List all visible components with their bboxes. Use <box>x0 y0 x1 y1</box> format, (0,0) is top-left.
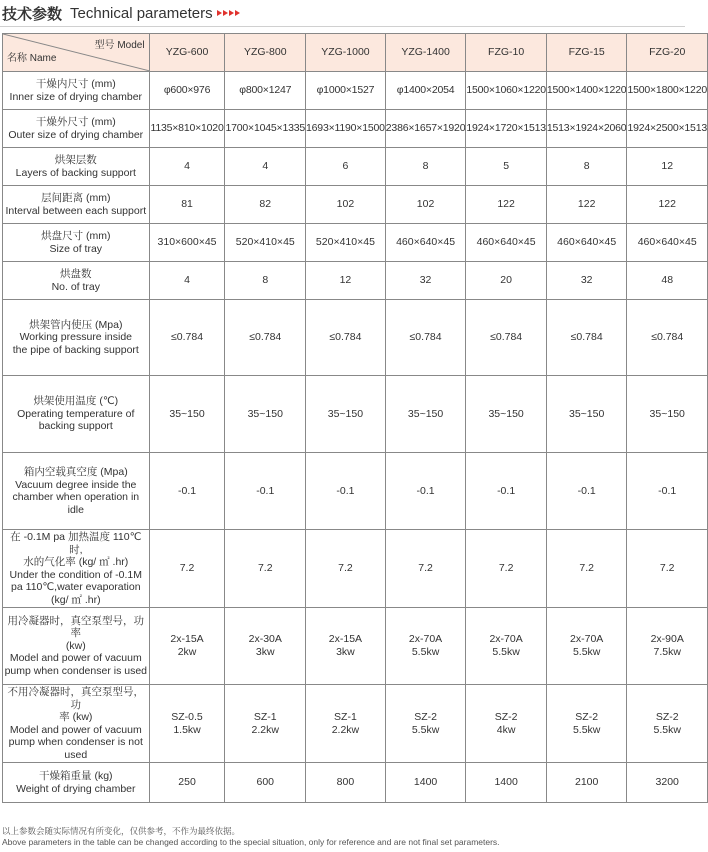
section-header <box>2 1 241 25</box>
value-line: SZ-2 <box>494 710 518 723</box>
value-cell <box>385 608 466 685</box>
value-line: 2x-70A <box>570 633 604 645</box>
value-line: 5.5kw <box>572 646 601 658</box>
table-row <box>3 453 708 530</box>
value-cell: 4 <box>149 262 225 300</box>
row-label-line: 用冷凝器时，真空泵型号，功率 <box>7 614 145 640</box>
value-cell: 460×640×45 <box>466 224 547 262</box>
value-line: 2kw <box>177 646 197 658</box>
row-label-line: Size of tray <box>49 242 103 255</box>
value-line: SZ-1 <box>253 710 277 723</box>
value-cell: 460×640×45 <box>546 224 627 262</box>
row-label-line: 水的气化率 (kg/ ㎡ .hr) <box>23 556 129 568</box>
value-cell: 4 <box>225 148 306 186</box>
value-cell: 1924×1720×1513 <box>466 110 547 148</box>
row-label <box>3 186 150 224</box>
corner-model-label: 型号 Model <box>94 40 145 51</box>
row-label-line: Interval between each support <box>5 204 147 217</box>
value-cell: 7.2 <box>306 530 386 608</box>
value-cell: 12 <box>627 148 708 186</box>
table-row <box>3 110 708 148</box>
value-cell: 7.2 <box>627 530 708 608</box>
value-cell: -0.1 <box>627 453 708 530</box>
value-cell: 122 <box>546 186 627 224</box>
row-label-line: chamber when operation in idle <box>12 491 140 516</box>
value-cell: 12 <box>306 262 386 300</box>
value-cell: 1500×1400×1220 <box>546 72 627 110</box>
value-cell: 600 <box>225 763 306 803</box>
value-cell: 2100 <box>546 763 627 803</box>
value-cell <box>466 608 547 685</box>
value-cell: 1700×1045×1335 <box>225 110 306 148</box>
value-cell: 460×640×45 <box>627 224 708 262</box>
table-row <box>3 148 708 186</box>
value-cell: -0.1 <box>225 453 306 530</box>
model-header: YZG-800 <box>225 34 306 72</box>
value-cell: 32 <box>546 262 627 300</box>
row-label-line: 烘架层数 <box>54 154 97 166</box>
footnote-en: Above parameters in the table can be changed according to the special situation, only for reference and are not final set parameters. <box>2 837 500 847</box>
row-label-line: (kg/ ㎡ .hr) <box>50 593 101 606</box>
value-line: 2x-15A <box>170 633 204 645</box>
value-line: 2x-15A <box>328 633 363 645</box>
row-label-line: Layers of backing support <box>15 166 136 179</box>
value-cell <box>149 685 225 763</box>
row-label-line: the pipe of backing support <box>12 343 139 356</box>
value-cell: 310×600×45 <box>149 224 225 262</box>
value-cell: -0.1 <box>385 453 466 530</box>
row-label <box>3 763 150 803</box>
row-label-line: Weight of drying chamber <box>16 782 136 795</box>
value-cell <box>149 608 225 685</box>
model-header: YZG-600 <box>149 34 225 72</box>
value-cell: 102 <box>306 186 386 224</box>
value-line: SZ-0.5 <box>171 710 203 723</box>
footnotes <box>2 826 500 848</box>
value-cell: 2386×1657×1920 <box>385 110 466 148</box>
value-line: SZ-2 <box>414 710 437 723</box>
value-cell <box>306 608 386 685</box>
value-cell: 102 <box>385 186 466 224</box>
value-cell: 35~150 <box>149 376 225 453</box>
row-label <box>3 262 150 300</box>
value-cell <box>225 685 306 763</box>
value-cell: 7.2 <box>149 530 225 608</box>
table-row <box>3 224 708 262</box>
value-cell <box>546 608 627 685</box>
value-cell: φ800×1247 <box>225 72 306 110</box>
row-label <box>3 530 150 608</box>
row-label-line: 率 (kw) <box>59 711 93 723</box>
value-cell: 1400 <box>385 763 466 803</box>
value-cell: 82 <box>225 186 306 224</box>
corner-name-label: 名称 Name <box>7 53 57 64</box>
row-label-line: 烘盘尺寸 (mm) <box>41 230 111 242</box>
value-cell: 520×410×45 <box>306 224 386 262</box>
footnote-cn: 以上参数会随实际情况有所变化，仅供参考，不作为最终依据。 <box>2 826 241 836</box>
value-cell: -0.1 <box>149 453 225 530</box>
value-cell: φ600×976 <box>149 72 225 110</box>
value-cell: 8 <box>225 262 306 300</box>
value-cell <box>306 685 386 763</box>
row-label-line: backing support <box>38 420 113 433</box>
value-line: 5.5kw <box>653 723 681 736</box>
arrow-decoration-icon <box>217 10 241 16</box>
value-cell: ≤0.784 <box>225 300 306 376</box>
value-cell: 1500×1800×1220 <box>627 72 708 110</box>
table-row <box>3 300 708 376</box>
value-cell: -0.1 <box>306 453 386 530</box>
row-label-line: Under the condition of -0.1M <box>9 568 143 581</box>
model-header: YZG-1000 <box>306 34 386 72</box>
value-line: 3kw <box>336 646 355 658</box>
value-line: 7.5kw <box>653 646 681 658</box>
row-label-line: Vacuum degree inside the <box>15 478 137 491</box>
value-line: 2.2kw <box>331 723 360 736</box>
value-cell <box>385 685 466 763</box>
header-divider <box>0 26 685 27</box>
row-label <box>3 72 150 110</box>
value-cell: 122 <box>627 186 708 224</box>
row-label-line: 干燥内尺寸 (mm) <box>35 78 116 90</box>
value-line: SZ-2 <box>655 710 679 723</box>
row-label-line: Model and power of vacuum <box>9 652 142 665</box>
value-cell: ≤0.784 <box>546 300 627 376</box>
value-cell: 7.2 <box>466 530 547 608</box>
value-cell: 35~150 <box>385 376 466 453</box>
value-cell: 48 <box>627 262 708 300</box>
row-label-line: 干燥箱重量 (kg) <box>39 770 113 782</box>
value-cell: -0.1 <box>466 453 547 530</box>
row-label-line: 层间距离 (mm) <box>41 192 111 204</box>
value-line: 5.5kw <box>411 646 440 658</box>
row-label-line: Operating temperature of <box>17 407 135 420</box>
value-cell: 35~150 <box>546 376 627 453</box>
value-line: SZ-1 <box>334 710 357 723</box>
value-line: 2.2kw <box>251 723 279 736</box>
value-cell: 3200 <box>627 763 708 803</box>
value-cell: 122 <box>466 186 547 224</box>
row-label-line: Working pressure inside <box>19 331 133 344</box>
value-cell <box>546 685 627 763</box>
value-cell: 81 <box>149 186 225 224</box>
corner-header-cell <box>3 34 150 72</box>
row-label-line: Inner size of drying chamber <box>9 90 143 103</box>
table-row <box>3 72 708 110</box>
row-label <box>3 224 150 262</box>
row-label-line: No. of tray <box>51 280 100 293</box>
model-header: FZG-20 <box>627 34 708 72</box>
section-title-cn: 技术参数 <box>2 5 63 23</box>
model-header: FZG-10 <box>466 34 547 72</box>
model-header: YZG-1400 <box>385 34 466 72</box>
value-cell: 1400 <box>466 763 547 803</box>
row-label <box>3 300 150 376</box>
table-row <box>3 685 708 763</box>
value-cell <box>466 685 547 763</box>
value-cell: 7.2 <box>225 530 306 608</box>
value-line: 3kw <box>255 646 275 658</box>
value-cell: ≤0.784 <box>385 300 466 376</box>
row-label-line: 烘架管内使压 (Mpa) <box>29 318 123 331</box>
header-row <box>3 34 708 72</box>
value-cell: φ1000×1527 <box>306 72 386 110</box>
value-line: 2x-30A <box>248 633 282 645</box>
row-label-line: 干燥外尺寸 (mm) <box>35 116 116 128</box>
row-label <box>3 608 150 685</box>
value-cell: 460×640×45 <box>385 224 466 262</box>
row-label-line: 不用冷凝器时，真空泵型号，功 <box>7 686 145 711</box>
table-row <box>3 262 708 300</box>
value-line: 5.5kw <box>572 723 601 736</box>
value-cell: ≤0.784 <box>466 300 547 376</box>
value-cell <box>225 608 306 685</box>
row-label <box>3 453 150 530</box>
value-cell: 4 <box>149 148 225 186</box>
value-cell: 7.2 <box>546 530 627 608</box>
table-row <box>3 186 708 224</box>
value-cell: 6 <box>306 148 386 186</box>
value-cell: 7.2 <box>385 530 466 608</box>
value-cell: 520×410×45 <box>225 224 306 262</box>
row-label-line: pump when condenser is used <box>4 664 147 677</box>
value-cell: 8 <box>546 148 627 186</box>
row-label-line: (kw) <box>65 639 86 652</box>
row-label-line: 箱内空载真空度 (Mpa) <box>23 466 128 478</box>
value-line: 2x-70A <box>408 633 443 645</box>
value-line: 4kw <box>496 723 516 736</box>
model-header: FZG-15 <box>546 34 627 72</box>
value-cell: 32 <box>385 262 466 300</box>
row-label <box>3 685 150 763</box>
value-line: 5.5kw <box>411 723 440 736</box>
row-label <box>3 376 150 453</box>
value-cell: 800 <box>306 763 386 803</box>
value-cell: -0.1 <box>546 453 627 530</box>
value-cell: 1500×1060×1220 <box>466 72 547 110</box>
technical-parameters-table <box>2 33 708 803</box>
value-cell <box>627 685 708 763</box>
table-row <box>3 376 708 453</box>
row-label-line: Outer size of drying chamber <box>8 128 144 141</box>
row-label-line: 烘盘数 <box>60 268 92 280</box>
value-line: SZ-2 <box>575 710 599 723</box>
value-cell: 1924×2500×1513 <box>627 110 708 148</box>
value-cell: 20 <box>466 262 547 300</box>
value-cell: 35~150 <box>225 376 306 453</box>
value-cell: 1513×1924×2060 <box>546 110 627 148</box>
value-line: 5.5kw <box>492 646 520 658</box>
value-line: 1.5kw <box>173 723 201 736</box>
row-label-line: used <box>64 748 88 761</box>
value-cell: φ1400×2054 <box>385 72 466 110</box>
row-label-line: 烘架使用温度 (℃) <box>33 395 119 408</box>
value-cell: 250 <box>149 763 225 803</box>
value-cell <box>627 608 708 685</box>
table-row <box>3 763 708 803</box>
row-label-line: 在 -0.1M pa 加热温度 110℃ 时, <box>10 531 142 556</box>
row-label-line: pa 110℃,water evaporation <box>11 581 141 593</box>
value-cell: ≤0.784 <box>149 300 225 376</box>
table-row <box>3 608 708 685</box>
value-cell: 5 <box>466 148 547 186</box>
value-cell: 35~150 <box>466 376 547 453</box>
value-line: 2x-90A <box>650 633 684 645</box>
section-title-en: Technical parameters <box>70 4 213 22</box>
value-cell: 35~150 <box>306 376 386 453</box>
value-cell: ≤0.784 <box>306 300 386 376</box>
row-label-line: Model and power of vacuum <box>9 723 142 736</box>
value-cell: ≤0.784 <box>627 300 708 376</box>
row-label-line: pump when condenser is not <box>8 736 143 748</box>
value-cell: 35~150 <box>627 376 708 453</box>
value-cell: 1135×810×1020 <box>149 110 225 148</box>
table-row <box>3 530 708 608</box>
value-cell: 1693×1190×1500 <box>306 110 386 148</box>
value-line: 2x-70A <box>489 633 523 645</box>
row-label <box>3 148 150 186</box>
row-label <box>3 110 150 148</box>
value-cell: 8 <box>385 148 466 186</box>
